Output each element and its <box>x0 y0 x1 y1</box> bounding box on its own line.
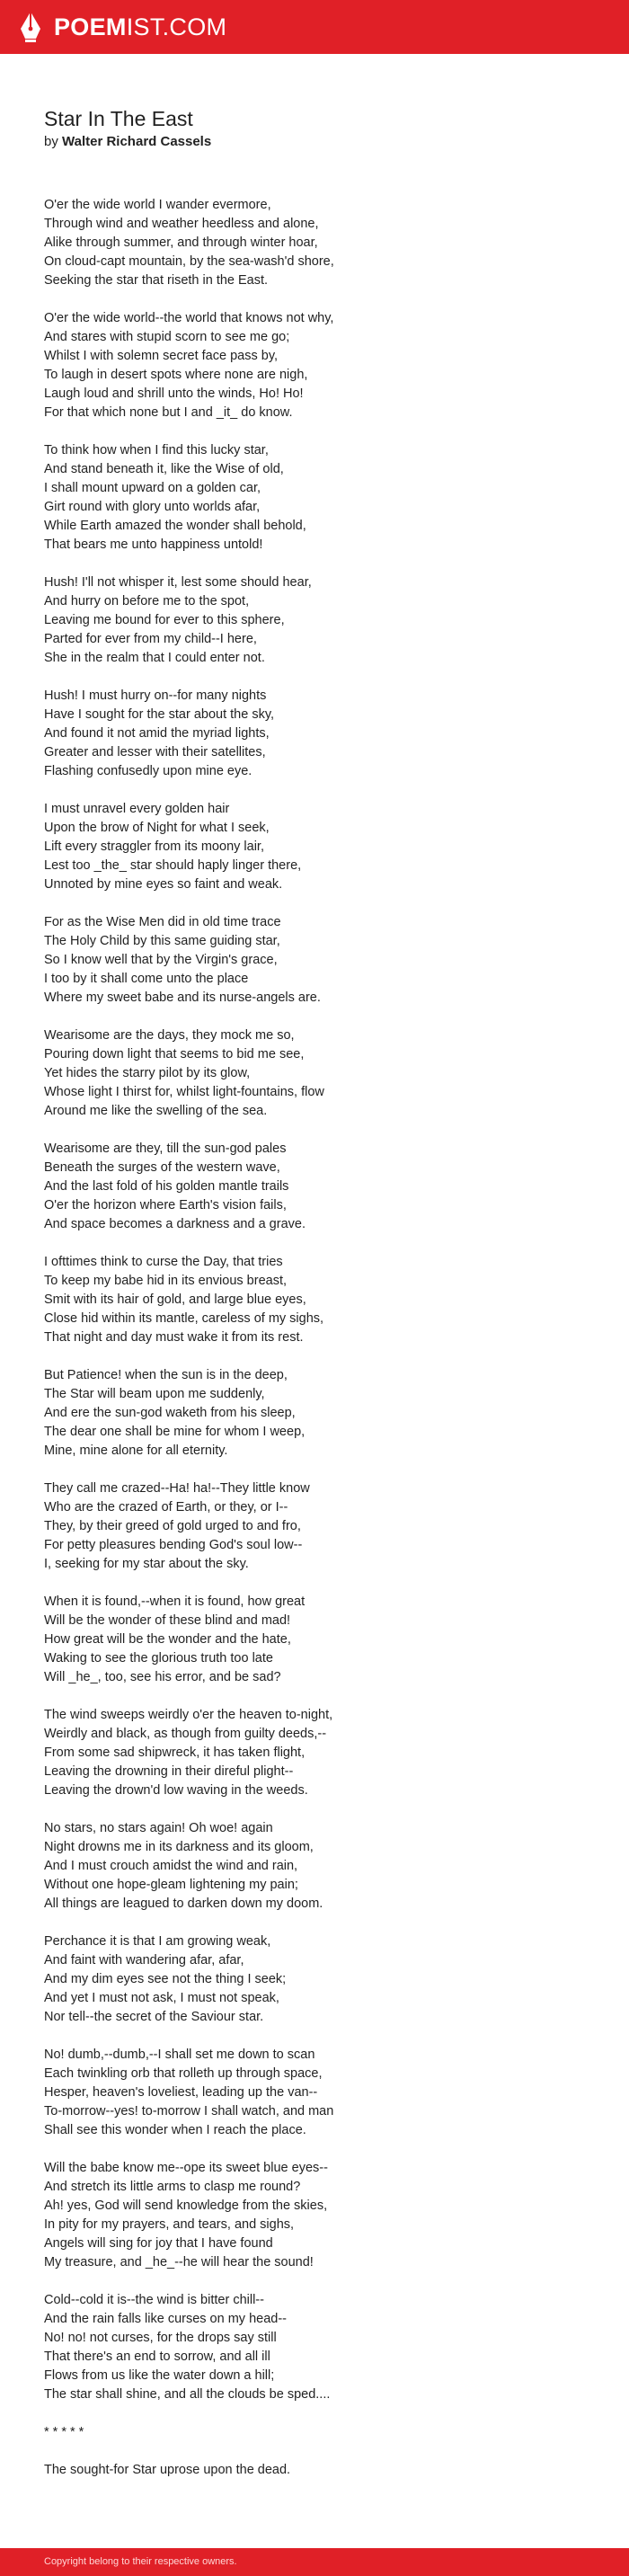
poem-line: Who are the crazed of Earth, or they, or I-- <box>44 1500 288 1515</box>
poem-line: And my dim eyes see not the thing I seek; <box>44 1972 287 1986</box>
poem-line: Hesper, heaven's loveliest, leading up the van-- <box>44 2085 318 2100</box>
poem-line: Laugh loud and shrill unto the winds, Ho! Ho! <box>44 386 304 401</box>
poem-line: They, by their greed of gold urged to and fro, <box>44 1519 301 1533</box>
poem-line: I, seeking for my star about the sky. <box>44 1557 249 1571</box>
stanza <box>44 1819 601 1914</box>
poem-line: The dear one shall be mine for whom I weep, <box>44 1425 306 1439</box>
poem-line: O'er the wide world I wander evermore, <box>44 198 271 212</box>
poem-line: The wind sweeps weirdly o'er the heaven to-night, <box>44 1708 333 1722</box>
poem-line: How great will be the wonder and the hate, <box>44 1632 291 1647</box>
poem-line: Waking to see the glorious truth too late <box>44 1651 273 1666</box>
poem-line: No stars, no stars again! Oh woe! again <box>44 1821 273 1835</box>
poem-line: She in the realm that I could enter not. <box>44 651 265 665</box>
poem-line: Close hid within its mantle, careless of my sighs, <box>44 1311 324 1326</box>
poem-line: Upon the brow of Night for what I seek, <box>44 821 270 835</box>
poem-title: Star In The East <box>44 107 193 130</box>
poem-line: My treasure, and _he_--he will hear the sound! <box>44 2255 314 2270</box>
poem-line: Lift every straggler from its moony lair, <box>44 839 264 854</box>
poem-line: Flashing confusedly upon mine eye. <box>44 764 252 778</box>
poem-line: And ere the sun-god waketh from his sleep, <box>44 1406 296 1420</box>
poem-line: Leaving me bound for ever to this sphere, <box>44 613 285 627</box>
poem-line: Wearisome are the days, they mock me so, <box>44 1028 295 1043</box>
poem-line: Leaving the drowning in their direful plight-- <box>44 1764 294 1779</box>
poem-line: Whilst I with solemn secret face pass by, <box>44 349 279 363</box>
poem-line: And stand beneath it, like the Wise of old, <box>44 462 284 476</box>
closing-line: The sought-for Star uprose upon the dead. <box>44 2463 291 2477</box>
poem-line: Mine, mine alone for all eternity. <box>44 1443 228 1458</box>
poem-line: To think how when I find this lucky star, <box>44 443 269 457</box>
poem-line: To laugh in desert spots where none are nigh, <box>44 368 308 382</box>
poem-line: Smit with its hair of gold, and large blue eyes, <box>44 1292 306 1307</box>
poem-line: Hush! I'll not whisper it, lest some should hear, <box>44 575 312 590</box>
poem-line: Weirdly and black, as though from guilty deeds,-- <box>44 1727 327 1741</box>
poem-line: Leaving the drown'd low waving in the weeds. <box>44 1783 308 1798</box>
poem-line: While Earth amazed the wonder shall behold, <box>44 519 306 533</box>
poem-line: Will the babe know me--ope its sweet blue eyes-- <box>44 2161 328 2175</box>
poem-line: Will be the wonder of these blind and mad! <box>44 1613 291 1628</box>
poem-line: Night drowns me in its darkness and its gloom, <box>44 1840 314 1854</box>
stanza-separator: * * * * * <box>44 2425 84 2439</box>
poem-line: Nor tell--the secret of the Saviour star. <box>44 2010 264 2024</box>
poem-line: To-morrow--yes! to-morrow I shall watch, and man <box>44 2104 334 2119</box>
poem-line: Shall see this wonder when I reach the place. <box>44 2123 306 2137</box>
poem-line: Have I sought for the star about the sky, <box>44 707 275 722</box>
poem-line: That bears me unto happiness untold! <box>44 537 263 552</box>
poem-line: So I know well that by the Virgin's grace, <box>44 953 278 967</box>
poem-line: But Patience! when the sun is in the deep, <box>44 1368 288 1382</box>
stanza <box>44 913 601 1008</box>
poem-line: I shall mount upward on a golden car, <box>44 481 261 495</box>
poem-body <box>44 196 601 2480</box>
poem-line: I ofttimes think to curse the Day, that tries <box>44 1255 283 1269</box>
stanza <box>44 1026 601 1121</box>
poem-line: No! no! not curses, for the drops say still <box>44 2331 277 2345</box>
stanza <box>44 2159 601 2272</box>
by-label: by <box>44 134 58 149</box>
stanza <box>44 196 601 290</box>
stanza <box>44 1932 601 2027</box>
poem-line: And stretch its little arms to clasp me round? <box>44 2180 301 2194</box>
stanza <box>44 573 601 668</box>
poem-line: Hush! I must hurry on--for many nights <box>44 688 267 703</box>
poem-line: That there's an end to sorrow, and all ill <box>44 2349 270 2364</box>
poem-line: When it is found,--when it is found, how great <box>44 1594 306 1609</box>
poem-line: For as the Wise Men did in old time trace <box>44 915 281 929</box>
poem-line: Parted for ever from my child--I here, <box>44 632 257 646</box>
poem-line: And faint with wandering afar, afar, <box>44 1953 244 1968</box>
poem-line: For petty pleasures bending God's soul low-- <box>44 1538 303 1552</box>
poem-byline <box>44 133 211 151</box>
poem-line: Beneath the surges of the western wave, <box>44 1160 280 1175</box>
poem-line: They call me crazed--Ha! ha!--They little know <box>44 1481 310 1496</box>
poem-line: O'er the horizon where Earth's vision fails, <box>44 1198 287 1212</box>
poem-line: Alike through summer, and through winter hoar, <box>44 235 318 250</box>
logo-bold-text: POEM <box>54 13 127 40</box>
poem-line: Cold--cold it is--the wind is bitter chill-- <box>44 2293 264 2307</box>
poem-line: Unnoted by mine eyes so faint and weak. <box>44 877 283 892</box>
poem-line: And found it not amid the myriad lights, <box>44 726 270 741</box>
poem-line: And stares with stupid scorn to see me go; <box>44 330 290 344</box>
poem-line: Angels will sing for joy that I have found <box>44 2236 273 2251</box>
poem-line: Each twinkling orb that rolleth up through space, <box>44 2066 323 2081</box>
stanza <box>44 1479 601 1574</box>
poem-line: Pouring down light that seems to bid me see, <box>44 1047 305 1061</box>
copyright-text: Copyright belong to their respective owners. <box>44 2556 237 2567</box>
poem-line: And hurry on before me to the spot, <box>44 594 250 608</box>
stanza <box>44 687 601 781</box>
poem-line: The Star will beam upon me suddenly, <box>44 1387 265 1401</box>
poem-line: The Holy Child by this same guiding star, <box>44 934 280 948</box>
poem-line: Whose light I thirst for, whilst light-fountains, flow <box>44 1085 324 1099</box>
poem-line: That night and day must wake it from its rest. <box>44 1330 304 1345</box>
poem-line: Flows from us like the water down a hill; <box>44 2368 275 2383</box>
stanza <box>44 2291 601 2404</box>
stanza <box>44 2046 601 2140</box>
poem-line: The star shall shine, and all the clouds be sped.... <box>44 2387 331 2402</box>
poem-line: And yet I must not ask, I must not speak, <box>44 1991 279 2005</box>
poem-line: Around me like the swelling of the sea. <box>44 1104 268 1118</box>
poem-line: And the rain falls like curses on my head-- <box>44 2312 287 2326</box>
logo-light-text: IST.COM <box>126 13 227 40</box>
poem-line: Seeking the star that riseth in the East. <box>44 273 269 288</box>
site-logo[interactable] <box>54 12 226 42</box>
poem-line: Will _he_, too, see his error, and be sad? <box>44 1670 281 1684</box>
poem-line: And I must crouch amidst the wind and rain, <box>44 1859 298 1873</box>
site-footer <box>0 2548 629 2576</box>
poem-line: For that which none but I and _it_ do know. <box>44 405 293 420</box>
stanza <box>44 1140 601 1234</box>
poem-line: No! dumb,--dumb,--I shall set me down to scan <box>44 2047 315 2062</box>
stanza <box>44 800 601 894</box>
poem-line: Yet hides the starry pilot by its glow, <box>44 1066 251 1080</box>
stanza <box>44 441 601 555</box>
poem-line: And the last fold of his golden mantle trails <box>44 1179 289 1194</box>
author-name: Walter Richard Cassels <box>62 134 212 149</box>
poem-line: Perchance it is that I am growing weak, <box>44 1934 271 1949</box>
site-header <box>0 0 629 54</box>
poem-line: And space becomes a darkness and a grave. <box>44 1217 306 1231</box>
poem-line: All things are leagued to darken down my doom. <box>44 1896 323 1911</box>
stanza <box>44 1706 601 1800</box>
poem-line: Where my sweet babe and its nurse-angels are. <box>44 990 321 1005</box>
poem-line: Lest too _the_ star should haply linger there, <box>44 858 302 873</box>
poem-line: I too by it shall come unto the place <box>44 972 249 986</box>
poem-line: I must unravel every golden hair <box>44 802 230 816</box>
poem-line: On cloud-capt mountain, by the sea-wash'd shore, <box>44 254 334 269</box>
poem-line: From some sad shipwreck, it has taken flight, <box>44 1745 306 1760</box>
poem-line: Ah! yes, God will send knowledge from the skies, <box>44 2198 328 2213</box>
poem-line: Greater and lesser with their satellites, <box>44 745 266 759</box>
poem-line: Through wind and weather heedless and alone, <box>44 217 319 231</box>
poem-line: O'er the wide world--the world that knows not why, <box>44 311 334 325</box>
poem-line: In pity for my prayers, and tears, and sighs, <box>44 2217 295 2232</box>
poem-line: To keep my babe hid in its envious breast, <box>44 1274 288 1288</box>
poem-line: Without one hope-gleam lightening my pain; <box>44 1878 298 1892</box>
pen-nib-icon[interactable] <box>19 11 42 43</box>
poem-line: Girt round with glory unto worlds afar, <box>44 500 261 514</box>
stanza <box>44 1593 601 1687</box>
poem-line: Wearisome are they, till the sun-god pales <box>44 1141 287 1156</box>
stanza <box>44 1366 601 1461</box>
stanza <box>44 1253 601 1347</box>
stanza <box>44 309 601 422</box>
